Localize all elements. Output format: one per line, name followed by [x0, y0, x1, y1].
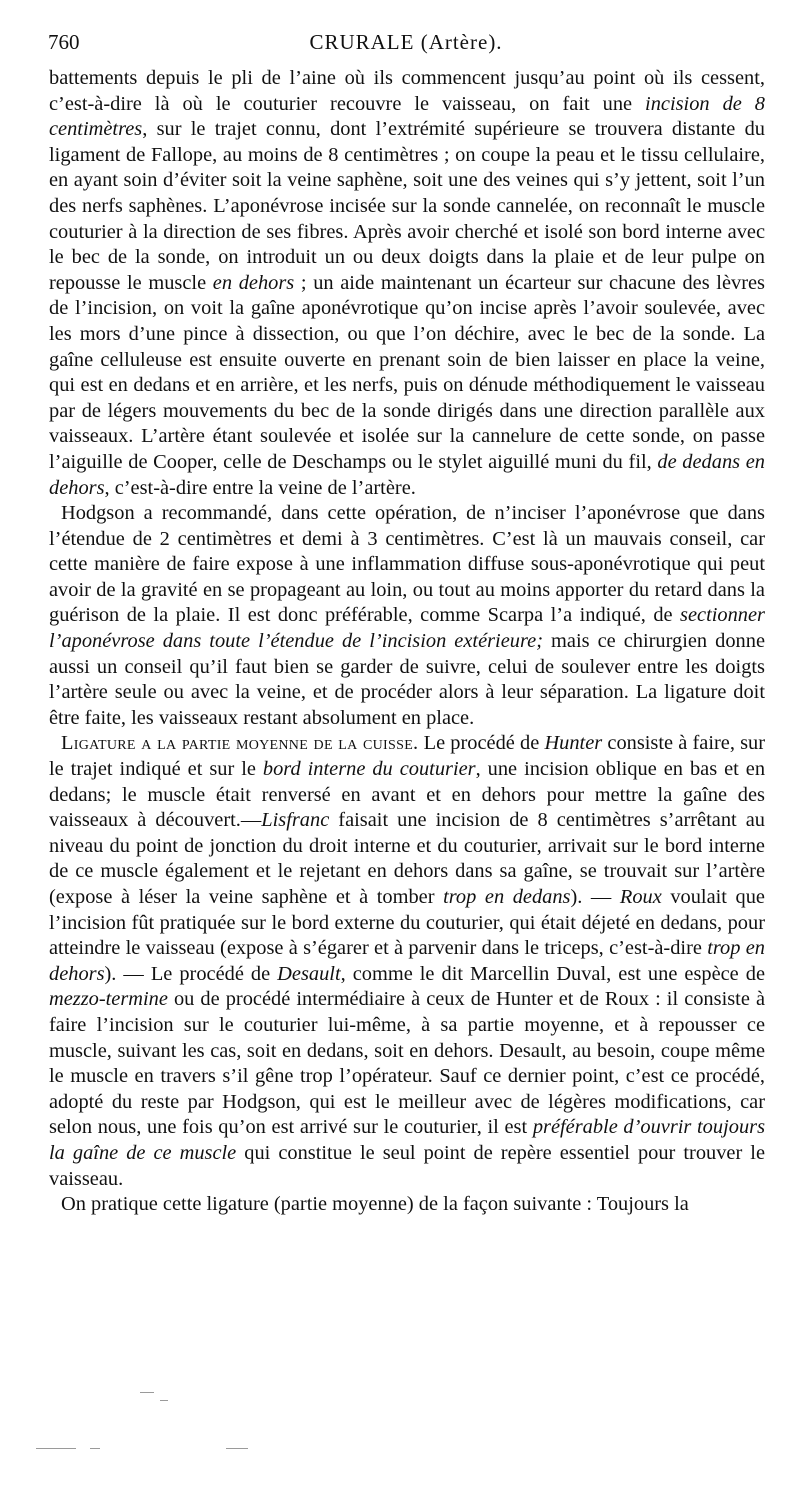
- text-segment: , sur le trajet connu, dont l’extrémité supérieure se trouvera distante du ligament de Fallope, au moins de 8 centimètres ; on coupe la peau et le tissu cellulaire, en ayant soin d’éviter soit la veine saphène, soit une des veines qui s’y jettent, soit l’un des nerfs saphènes. L’aponévrose incisée sur la sonde cannelée, on reconnaît le muscle couturier à la direction de ses fibres. Après avoir cherché et isolé son bord interne avec le bec de la sonde, on introduit un ou deux doigts dans la plaie et de leur pulpe on repousse le muscle: [49, 118, 765, 294]
- text-segment: battements depuis le pli de l’aine où ils commencent jusqu’au point où ils cessent, c’est-à-dire là où le couturier recouvre le vaisseau, on fait une: [49, 67, 765, 115]
- text-segment: ). — Le procédé de: [104, 962, 278, 985]
- italic-segment: incision de 8 centimètres: [49, 92, 765, 141]
- scan-speck: [140, 1392, 154, 1393]
- italic-segment: bord interne du couturier: [262, 758, 476, 781]
- text-segment: qui constitue le seul point de repère essentiel pour trouver le vaisseau.: [49, 1141, 765, 1190]
- italic-segment: Lisfranc: [261, 809, 330, 832]
- scan-speck: [90, 1448, 100, 1449]
- text-segment: ; un aide maintenant un écarteur sur chacune des lèvres de l’incision, on voit la gaîne aponévrotique qu’on incise après l’avoir soulevée, avec les mors d’une pince à dissection, ou que l’on déchire, avec le bec de la sonde. La gaîne celluleuse est ensuite ouverte en prenant soin de bien laisser en place la veine, qui est en dedans et en arrière, et les nerfs, puis on dénude méthodiquement le vaisseau par de légers mouvements du bec de la sonde dirigés dans une direction parallèle aux vaisseaux. L’artère étant soulevée et isolée sur la cannelure de cette sonde, on passe l’aiguille de Cooper, celle de Deschamps ou le stylet aiguillé muni du fil,: [49, 271, 765, 473]
- text-segment: mais ce chirurgien donne aussi un conseil qu’il faut bien se garder de suivre, celui de soulever entre les doigts l’artère seule ou avec la veine, et de procéder alors à leur séparation. La ligature doit être faite, les vaisseaux restant absolument en place.: [49, 630, 765, 729]
- text-segment: , comme le dit Marcellin Duval, est une espèce de: [340, 962, 765, 985]
- paragraph-2: [49, 501, 765, 731]
- text-segment: , c’est-à-dire entre la veine de l’artère.: [104, 476, 416, 499]
- body-text: [49, 66, 765, 1218]
- section-heading: Ligature a la partie moyenne de la cuisse.: [61, 732, 419, 755]
- text-segment: , une incision oblique en bas et en dedans; le muscle était renversé en avant et en dehors pour mettre la gaîne des vaisseaux à découvert.—: [49, 758, 766, 832]
- italic-segment: Roux: [619, 886, 662, 908]
- paragraph-3: [49, 731, 765, 1192]
- scan-speck: [160, 1400, 168, 1401]
- italic-segment: trop en dedans: [443, 886, 571, 908]
- italic-segment: préférable d’ouvrir toujours la gaîne de ce muscle: [49, 1116, 766, 1164]
- paragraph-4: [49, 1192, 765, 1218]
- text-segment: faisait une incision de 8 centimètres s’arrêtant au niveau du point de jonction du droit interne et du couturier, arrivait sur le bord interne de ce muscle également et le rejetant en dehors dans sa gaîne, se trouvait sur l’artère (expose à léser la veine saphène et à tomber: [49, 809, 765, 908]
- italic-segment: Hunter: [544, 732, 603, 755]
- text-segment: consiste à faire, sur le trajet indiqué et sur le: [49, 732, 766, 781]
- running-head: [48, 30, 764, 58]
- running-title: CRURALE (Artère).: [309, 30, 503, 54]
- text-segment: On pratique cette ligature (partie moyenne) de la façon suivante : Toujours la: [61, 1193, 689, 1216]
- text-segment: ). —: [570, 886, 620, 908]
- scan-noise: [0, 1370, 800, 1490]
- italic-segment: Desault: [277, 962, 341, 985]
- page-number: 760: [48, 30, 80, 54]
- italic-segment: de dedans en dehors: [49, 450, 765, 499]
- italic-segment: sectionner l’aponévrose dans toute l’étendue de l’incision extérieure;: [49, 604, 765, 653]
- italic-segment: en dehors: [212, 271, 295, 294]
- scan-speck: [36, 1448, 76, 1449]
- scan-speck: [226, 1448, 248, 1449]
- italic-segment: mezzo-termine: [49, 988, 168, 1011]
- text-segment: Hodgson a recommandé, dans cette opération, de n’inciser l’aponévrose que dans l’étendue de 2 centimètres et demi à 3 centimètres. C’est là un mauvais conseil, car cette manière de faire expose à une inflammation diffuse sous-aponévrotique qui peut avoir de la gravité en se propageant au loin, ou tout au moins apporter du retard dans la guérison de la plaie. Il est donc préférable, comme Scarpa l’a indiqué, de: [49, 502, 765, 627]
- text-segment: Le procédé de: [418, 732, 545, 755]
- paragraph-1: [49, 66, 765, 501]
- italic-segment: trop en dehors: [49, 937, 765, 985]
- text-segment: ou de procédé intermédiaire à ceux de Hunter et de Roux : il consiste à faire l’incision sur le couturier lui-même, à sa partie moyenne, et à repousser ce muscle, suivant les cas, soit en dedans, soit en dehors. Desault, au besoin, coupe même le muscle en travers s’il gêne trop l’opérateur. Sauf ce dernier point, c’est ce procédé, adopté du reste par Hodgson, qui est le meilleur avec de légères modifications, car selon nous, une fois qu’on est arrivé sur le couturier, il est: [49, 988, 765, 1139]
- text-segment: voulait que l’incision fût pratiquée sur le bord externe du couturier, qui était déjeté en dedans, pour atteindre le vaisseau (expose à s’égarer et à parvenir dans le triceps, c’est-à-dire: [49, 886, 765, 960]
